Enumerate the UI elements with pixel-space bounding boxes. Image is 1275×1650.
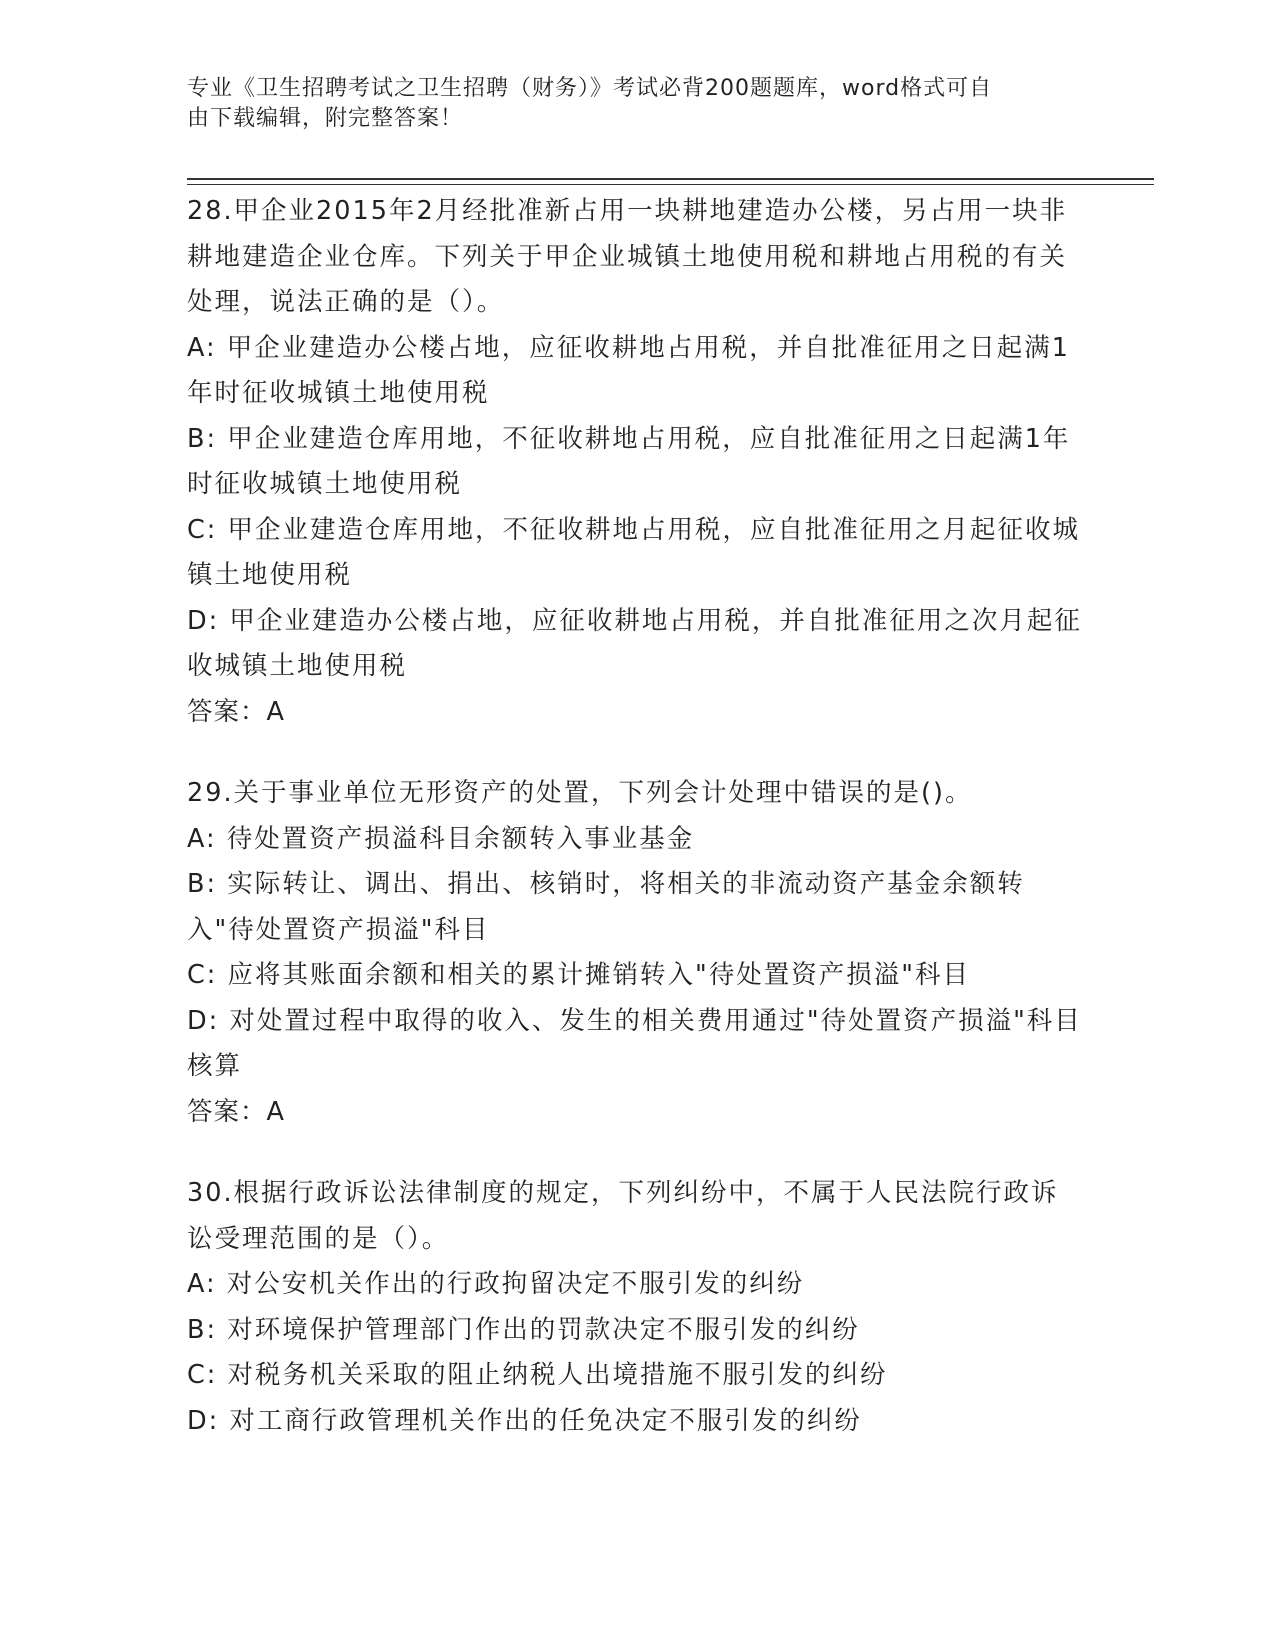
answer-label: 答案：: [187, 1096, 267, 1127]
option-d: D: 对工商行政管理机关作出的任免决定不服引发的纠纷: [187, 1405, 862, 1436]
option-a: A: 对公安机关作出的行政拘留决定不服引发的纠纷: [187, 1269, 805, 1299]
option-c: C: 对税务机关采取的阻止纳税人出境措施不服引发的纠纷: [187, 1360, 888, 1390]
option-b: B: 对环境保护管理部门作出的罚款决定不服引发的纠纷: [187, 1314, 860, 1345]
option-a: A: 待处置资产损溢科目余额转入事业基金: [187, 823, 695, 854]
option-c: C: 应将其账面余额和相关的累计摊销转入"待处置资产损溢"科目: [187, 960, 970, 990]
header-line-2: 由下载编辑，附完整答案！: [187, 106, 464, 131]
option-d: D: 对处置过程中取得的收入、发生的相关费用通过"待处置资产损溢"科目核算: [187, 1005, 1082, 1081]
question-stem: 28.甲企业2015年2月经批准新占用一块耕地建造办公楼，另占用一块非耕地建造企业仓库。下列关于甲企业城镇土地使用税和耕地占用税的有关处理，说法正确的是（）。: [187, 196, 1068, 317]
question-30: [187, 1171, 1082, 1444]
header-divider-thin: [187, 184, 1154, 185]
header-divider-thick: [187, 178, 1154, 180]
header-line-1: 专业《卫生招聘考试之卫生招聘（财务）》考试必背200题题库，word格式可自: [187, 76, 993, 101]
question-list: [187, 189, 1082, 1480]
question-stem: 29.关于事业单位无形资产的处置，下列会计处理中错误的是()。: [187, 778, 973, 808]
answer-line: [187, 690, 1082, 736]
answer-label: 答案：: [187, 696, 267, 727]
option-b: B: 甲企业建造仓库用地，不征收耕地占用税，应自批准征用之日起满1年时征收城镇土地使用税: [187, 423, 1071, 499]
question-28: [187, 189, 1082, 735]
question-stem: 30.根据行政诉讼法律制度的规定，下列纠纷中，不属于人民法院行政诉讼受理范围的是（）。: [187, 1178, 1059, 1254]
answer-line: [187, 1090, 1082, 1136]
option-b: B: 实际转让、调出、捐出、核销时，将相关的非流动资产基金余额转入"待处置资产损溢"科目: [187, 869, 1025, 945]
option-c: C: 甲企业建造仓库用地，不征收耕地占用税，应自批准征用之月起征收城镇土地使用税: [187, 514, 1081, 590]
answer-value: A: [266, 1096, 286, 1127]
question-29: [187, 771, 1082, 1135]
answer-value: A: [266, 696, 286, 727]
option-d: D: 甲企业建造办公楼占地，应征收耕地占用税，并自批准征用之次月起征收城镇土地使用税: [187, 605, 1082, 681]
option-a: A: 甲企业建造办公楼占地，应征收耕地占用税，并自批准征用之日起满1年时征收城镇土地使用税: [187, 332, 1070, 408]
document-header: [187, 74, 1067, 134]
